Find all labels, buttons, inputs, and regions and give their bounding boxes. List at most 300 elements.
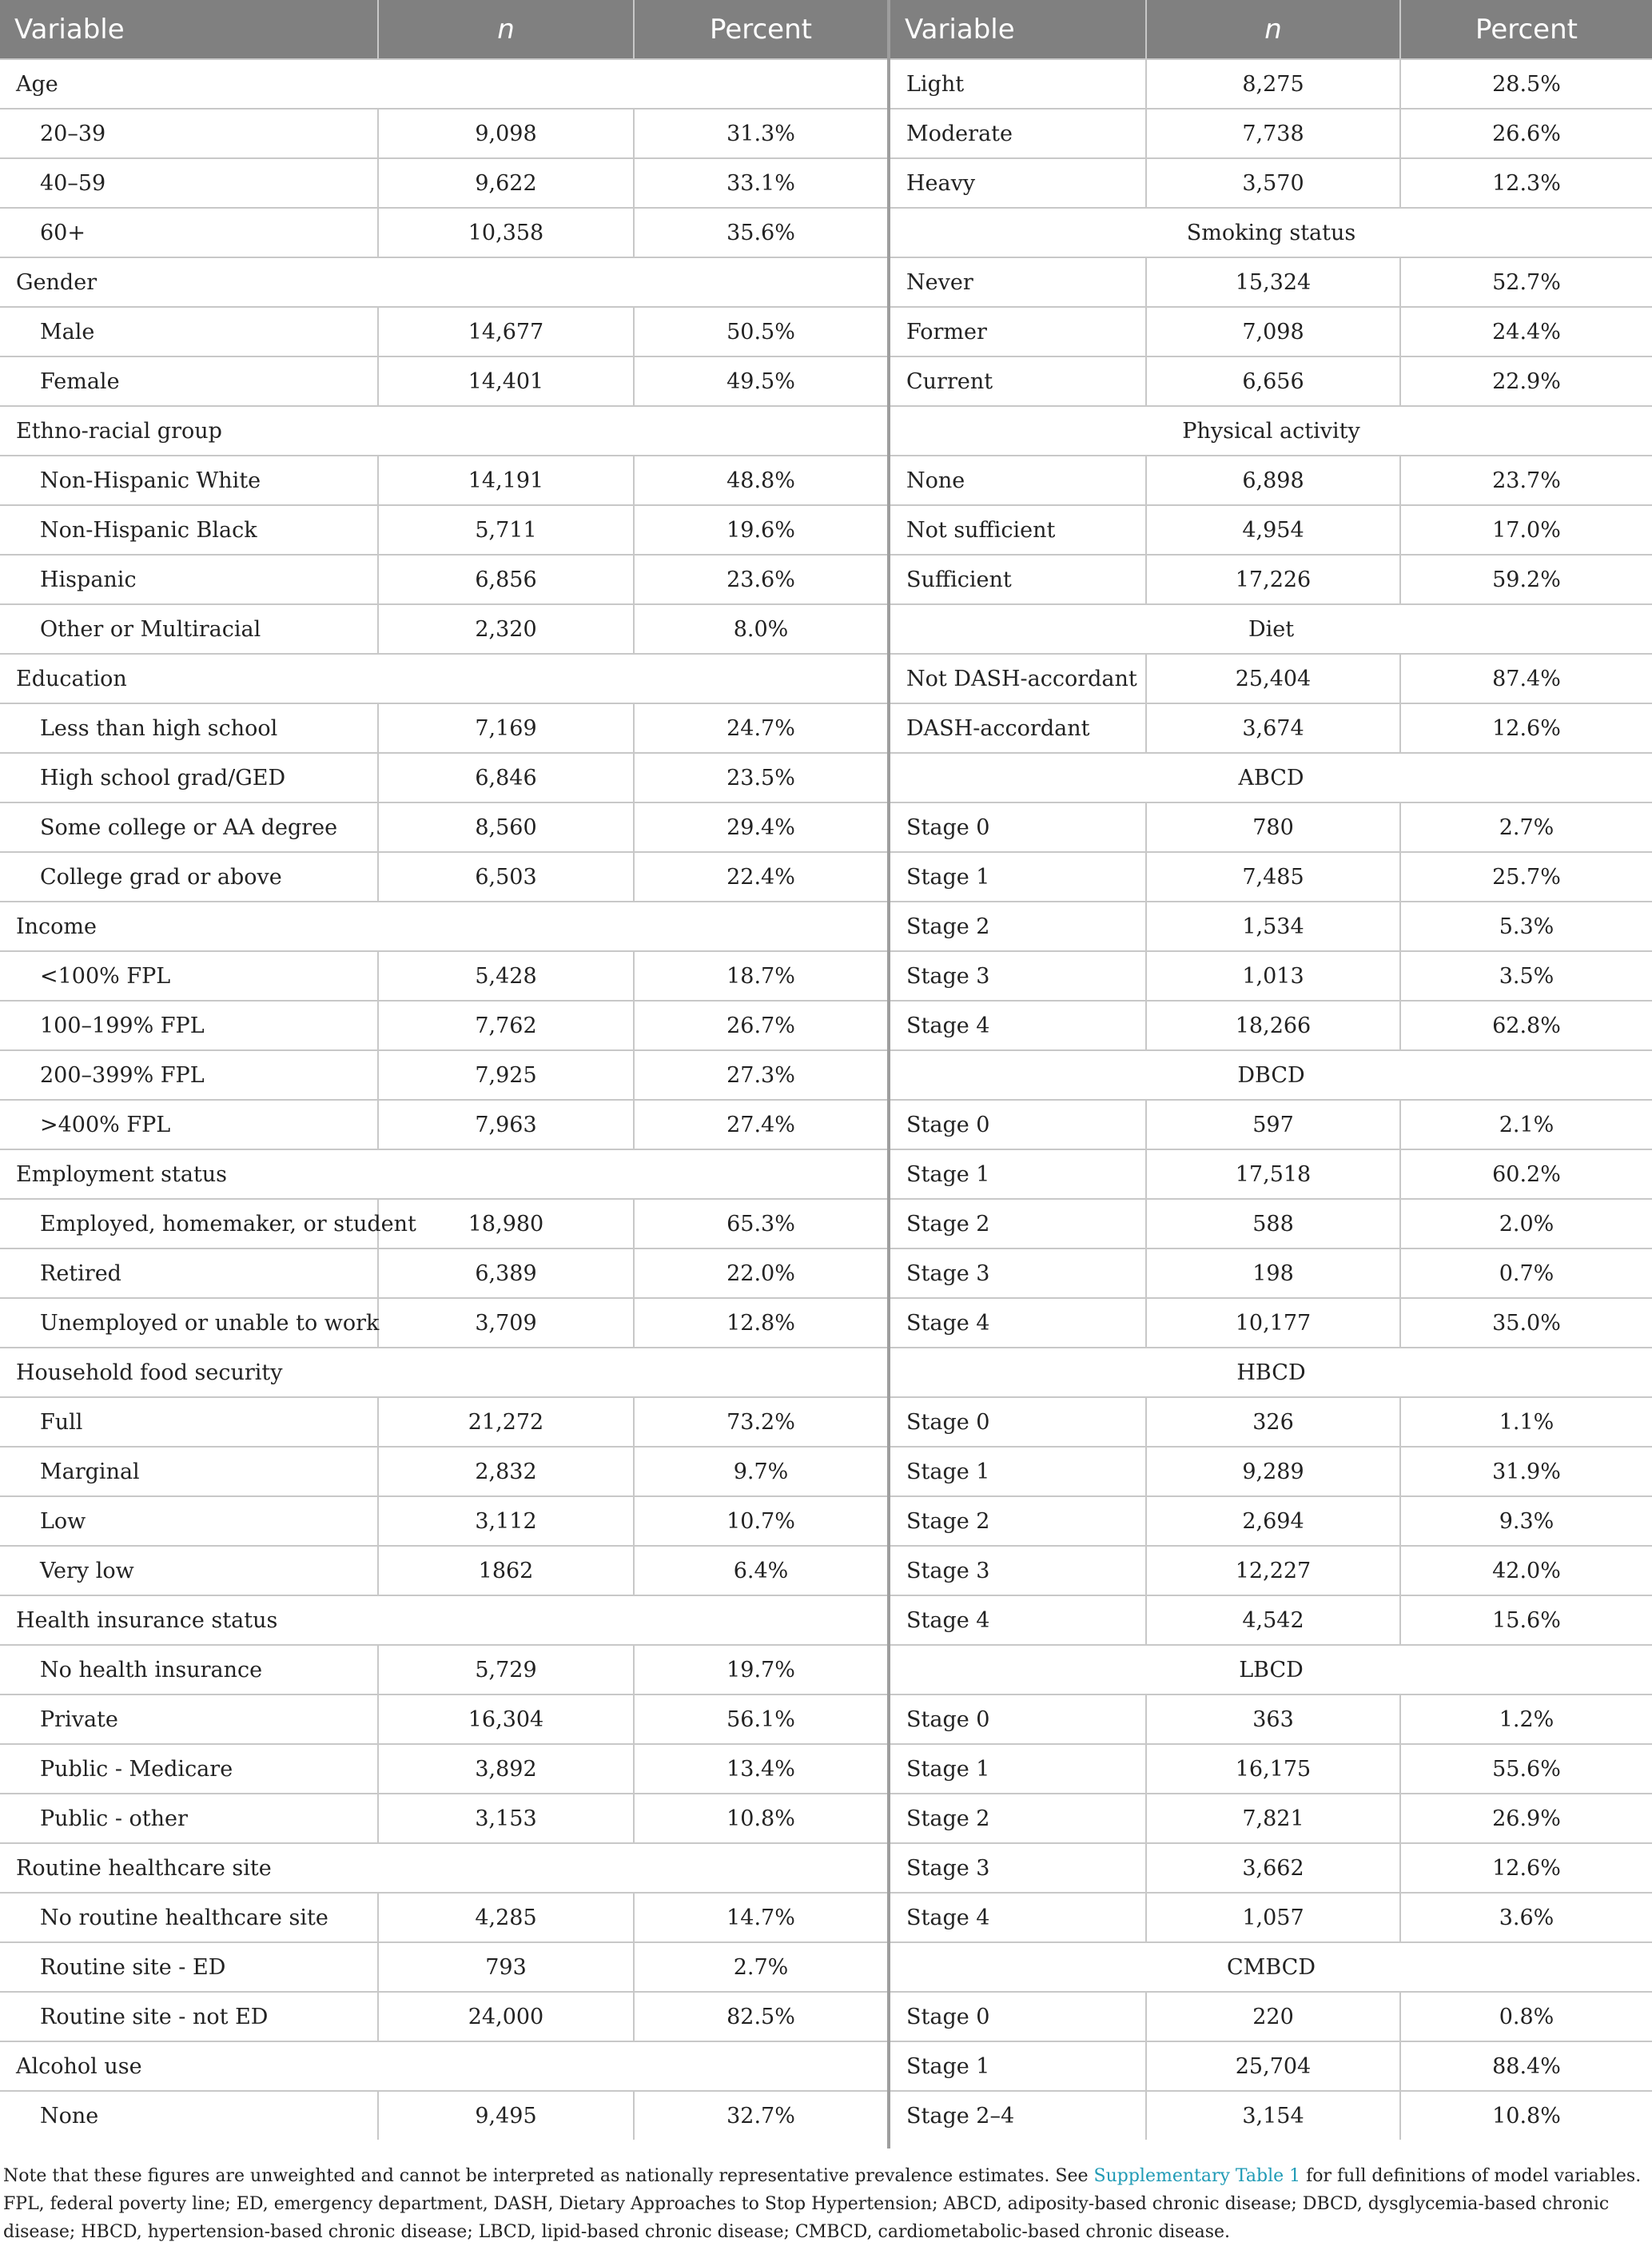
section-label: Smoking status [890, 208, 1652, 257]
percent-cell: 87.4% [1400, 654, 1652, 703]
percent-cell: 60.2% [1400, 1149, 1652, 1199]
percent-cell: 10.7% [634, 1496, 887, 1546]
section-row [0, 1843, 887, 1893]
table-row [890, 356, 1652, 406]
n-cell: 6,898 [1146, 456, 1400, 505]
header-variable: Variable [0, 0, 378, 59]
n-cell: 7,762 [378, 1001, 634, 1050]
table-row [0, 1496, 887, 1546]
table-row [890, 1199, 1652, 1248]
n-cell: 7,169 [378, 703, 634, 753]
table-row [890, 1397, 1652, 1447]
n-cell: 7,963 [378, 1100, 634, 1149]
section-label: ABCD [890, 753, 1652, 802]
table-row [890, 109, 1652, 158]
table-row [890, 1843, 1652, 1893]
table-row [0, 1050, 887, 1100]
percent-cell: 65.3% [634, 1199, 887, 1248]
n-cell: 3,709 [378, 1298, 634, 1348]
variable-cell: >400% FPL [0, 1100, 378, 1149]
n-cell: 8,275 [1146, 59, 1400, 109]
variable-cell: Public - other [0, 1794, 378, 1843]
percent-cell: 5.3% [1400, 902, 1652, 951]
footnote-text-end: for full definitions of model variables. FPL, federal poverty line; ED, emergency department, DASH, Dietary Approaches to Stop Hypertension; ABCD, adiposity-based chronic disease; DBCD, dysglycemia-based chronic disease; HBCD, hypertension-based chronic disease; LBCD, lipid-based chronic disease; CMBCD, cardiometabolic-based chronic disease. [3, 2166, 1642, 2242]
n-cell: 326 [1146, 1397, 1400, 1447]
table-row [890, 1546, 1652, 1595]
percent-cell: 0.7% [1400, 1248, 1652, 1298]
table-row [890, 1298, 1652, 1348]
percent-cell: 2.0% [1400, 1199, 1652, 1248]
percent-cell: 28.5% [1400, 59, 1652, 109]
percent-cell: 48.8% [634, 456, 887, 505]
percent-cell: 2.1% [1400, 1100, 1652, 1149]
percent-cell: 18.7% [634, 951, 887, 1001]
variable-cell: Stage 2 [890, 1794, 1146, 1843]
table-right-body [890, 59, 1652, 2140]
table-row [0, 1001, 887, 1050]
table-row [890, 802, 1652, 852]
table-row [0, 1199, 887, 1248]
section-row [0, 406, 887, 456]
table-row [0, 1248, 887, 1298]
percent-cell: 12.8% [634, 1298, 887, 1348]
percent-cell: 49.5% [634, 356, 887, 406]
n-cell: 6,656 [1146, 356, 1400, 406]
table-row [890, 1496, 1652, 1546]
table-row [890, 1893, 1652, 1942]
percent-cell: 15.6% [1400, 1595, 1652, 1645]
section-row [0, 902, 887, 951]
header-n: n [378, 0, 634, 59]
section-row [0, 59, 887, 109]
percent-cell: 22.9% [1400, 356, 1652, 406]
variable-cell: DASH-accordant [890, 703, 1146, 753]
section-label: LBCD [890, 1645, 1652, 1694]
table-row [0, 208, 887, 257]
table-left-body [0, 59, 887, 2140]
percent-cell: 88.4% [1400, 2041, 1652, 2091]
percent-cell: 31.3% [634, 109, 887, 158]
table-row [0, 1447, 887, 1496]
section-row [890, 1050, 1652, 1100]
variable-cell: Unemployed or unable to work [0, 1298, 378, 1348]
n-cell: 6,503 [378, 852, 634, 902]
n-cell: 3,154 [1146, 2091, 1400, 2140]
percent-cell: 27.4% [634, 1100, 887, 1149]
variable-cell: Employed, homemaker, or student [0, 1199, 378, 1248]
percent-cell: 9.3% [1400, 1496, 1652, 1546]
percent-cell: 0.8% [1400, 1992, 1652, 2041]
variable-cell: Not DASH-accordant [890, 654, 1146, 703]
percent-cell: 9.7% [634, 1447, 887, 1496]
percent-cell: 50.5% [634, 307, 887, 356]
percent-cell: 26.6% [1400, 109, 1652, 158]
variable-cell: College grad or above [0, 852, 378, 902]
section-row [0, 1348, 887, 1397]
header-percent: Percent [634, 0, 887, 59]
table-row [0, 1397, 887, 1447]
variable-cell: Stage 4 [890, 1893, 1146, 1942]
n-cell: 9,289 [1146, 1447, 1400, 1496]
percent-cell: 17.0% [1400, 505, 1652, 555]
variable-cell: Hispanic [0, 555, 378, 604]
variable-cell: <100% FPL [0, 951, 378, 1001]
n-cell: 2,320 [378, 604, 634, 654]
variable-cell: Stage 4 [890, 1298, 1146, 1348]
n-cell: 16,304 [378, 1694, 634, 1744]
variable-cell: Never [890, 257, 1146, 307]
table-row [0, 802, 887, 852]
table-row [890, 852, 1652, 902]
n-cell: 10,358 [378, 208, 634, 257]
table-row [0, 753, 887, 802]
variable-cell: Stage 0 [890, 1100, 1146, 1149]
section-row [0, 654, 887, 703]
table-row [0, 555, 887, 604]
section-label: HBCD [890, 1348, 1652, 1397]
variable-cell: Former [890, 307, 1146, 356]
percent-cell: 23.7% [1400, 456, 1652, 505]
percent-cell: 23.5% [634, 753, 887, 802]
percent-cell: 24.4% [1400, 307, 1652, 356]
n-cell: 363 [1146, 1694, 1400, 1744]
variable-cell: No routine healthcare site [0, 1893, 378, 1942]
percent-cell: 73.2% [634, 1397, 887, 1447]
variable-cell: 40–59 [0, 158, 378, 208]
n-cell: 588 [1146, 1199, 1400, 1248]
variable-cell: Retired [0, 1248, 378, 1298]
n-cell: 1,534 [1146, 902, 1400, 951]
percent-cell: 62.8% [1400, 1001, 1652, 1050]
percent-cell: 12.6% [1400, 1843, 1652, 1893]
table-row [890, 1794, 1652, 1843]
n-cell: 1862 [378, 1546, 634, 1595]
table-row [890, 902, 1652, 951]
n-cell: 9,098 [378, 109, 634, 158]
variable-cell: Stage 3 [890, 1546, 1146, 1595]
section-row [890, 1348, 1652, 1397]
table-row [890, 654, 1652, 703]
variable-cell: High school grad/GED [0, 753, 378, 802]
n-cell: 7,821 [1146, 1794, 1400, 1843]
variable-cell: Private [0, 1694, 378, 1744]
n-cell: 25,704 [1146, 2041, 1400, 2091]
percent-cell: 26.7% [634, 1001, 887, 1050]
variable-cell: Stage 0 [890, 1992, 1146, 2041]
n-cell: 793 [378, 1942, 634, 1992]
section-row [890, 1942, 1652, 1992]
variable-cell: Stage 2 [890, 1199, 1146, 1248]
variable-cell: Stage 1 [890, 852, 1146, 902]
variable-cell: Stage 2–4 [890, 2091, 1146, 2140]
section-label: Ethno-racial group [0, 406, 887, 456]
n-cell: 12,227 [1146, 1546, 1400, 1595]
percent-cell: 19.6% [634, 505, 887, 555]
variable-cell: Stage 3 [890, 951, 1146, 1001]
table-row [890, 1447, 1652, 1496]
n-cell: 5,711 [378, 505, 634, 555]
variable-cell: Non-Hispanic Black [0, 505, 378, 555]
table-row [890, 1001, 1652, 1050]
table-row [0, 158, 887, 208]
n-cell: 4,285 [378, 1893, 634, 1942]
percent-cell: 3.5% [1400, 951, 1652, 1001]
table-row [0, 456, 887, 505]
percent-cell: 25.7% [1400, 852, 1652, 902]
table-row [890, 1149, 1652, 1199]
percent-cell: 52.7% [1400, 257, 1652, 307]
table-row [0, 109, 887, 158]
percent-cell: 31.9% [1400, 1447, 1652, 1496]
table-row [890, 1744, 1652, 1794]
percent-cell: 27.3% [634, 1050, 887, 1100]
section-label: Income [0, 902, 887, 951]
n-cell: 2,832 [378, 1447, 634, 1496]
n-cell: 9,622 [378, 158, 634, 208]
percent-cell: 56.1% [634, 1694, 887, 1744]
percent-cell: 29.4% [634, 802, 887, 852]
table-row [890, 2091, 1652, 2140]
table-row [0, 604, 887, 654]
n-cell: 6,856 [378, 555, 634, 604]
n-cell: 2,694 [1146, 1496, 1400, 1546]
n-cell: 6,846 [378, 753, 634, 802]
variable-cell: Stage 0 [890, 1694, 1146, 1744]
table-row [0, 1744, 887, 1794]
percent-cell: 35.6% [634, 208, 887, 257]
n-cell: 7,738 [1146, 109, 1400, 158]
variable-cell: Moderate [890, 109, 1146, 158]
section-label: DBCD [890, 1050, 1652, 1100]
section-label: Employment status [0, 1149, 887, 1199]
n-cell: 4,954 [1146, 505, 1400, 555]
table-right-half [890, 0, 1652, 2148]
section-row [890, 604, 1652, 654]
n-cell: 3,662 [1146, 1843, 1400, 1893]
table-row [0, 1546, 887, 1595]
n-cell: 10,177 [1146, 1298, 1400, 1348]
n-cell: 17,518 [1146, 1149, 1400, 1199]
table-row [0, 703, 887, 753]
variable-cell: Sufficient [890, 555, 1146, 604]
section-row [0, 1595, 887, 1645]
percent-cell: 10.8% [634, 1794, 887, 1843]
percent-cell: 35.0% [1400, 1298, 1652, 1348]
percent-cell: 10.8% [1400, 2091, 1652, 2140]
n-cell: 7,925 [378, 1050, 634, 1100]
n-cell: 3,892 [378, 1744, 634, 1794]
n-cell: 5,428 [378, 951, 634, 1001]
section-row [890, 406, 1652, 456]
table-row [890, 307, 1652, 356]
variable-cell: Male [0, 307, 378, 356]
percent-cell: 3.6% [1400, 1893, 1652, 1942]
n-cell: 9,495 [378, 2091, 634, 2140]
percent-cell: 59.2% [1400, 555, 1652, 604]
percent-cell: 2.7% [1400, 802, 1652, 852]
variable-cell: Female [0, 356, 378, 406]
percent-cell: 1.2% [1400, 1694, 1652, 1744]
percent-cell: 42.0% [1400, 1546, 1652, 1595]
n-cell: 5,729 [378, 1645, 634, 1694]
variable-cell: Less than high school [0, 703, 378, 753]
table-row [890, 2041, 1652, 2091]
table-row [0, 852, 887, 902]
header-percent: Percent [1400, 0, 1652, 59]
n-cell: 7,098 [1146, 307, 1400, 356]
table-row [890, 456, 1652, 505]
variable-cell: 60+ [0, 208, 378, 257]
n-cell: 3,112 [378, 1496, 634, 1546]
variable-cell: Stage 0 [890, 802, 1146, 852]
percent-cell: 22.0% [634, 1248, 887, 1298]
table-row [0, 505, 887, 555]
table-row [890, 505, 1652, 555]
table-row [0, 307, 887, 356]
table-row [890, 703, 1652, 753]
variable-cell: Stage 2 [890, 902, 1146, 951]
table-row [0, 2091, 887, 2140]
variable-cell: Stage 4 [890, 1595, 1146, 1645]
table-row [0, 1694, 887, 1744]
table-row [0, 951, 887, 1001]
variable-cell: Routine site - not ED [0, 1992, 378, 2041]
variable-cell: Public - Medicare [0, 1744, 378, 1794]
n-cell: 8,560 [378, 802, 634, 852]
variable-cell: Stage 1 [890, 1447, 1146, 1496]
percent-cell: 12.6% [1400, 703, 1652, 753]
variable-cell: Routine site - ED [0, 1942, 378, 1992]
section-label: Gender [0, 257, 887, 307]
table-row [0, 1100, 887, 1149]
n-cell: 14,677 [378, 307, 634, 356]
table-row [890, 1248, 1652, 1298]
n-cell: 17,226 [1146, 555, 1400, 604]
variable-cell: Stage 4 [890, 1001, 1146, 1050]
percent-cell: 1.1% [1400, 1397, 1652, 1447]
n-cell: 16,175 [1146, 1744, 1400, 1794]
percent-cell: 26.9% [1400, 1794, 1652, 1843]
section-row [890, 753, 1652, 802]
footnote-text-start: Note that these figures are unweighted and cannot be interpreted as nationally representative prevalence estimates. See [3, 2166, 1094, 2186]
n-cell: 3,674 [1146, 703, 1400, 753]
n-cell: 7,485 [1146, 852, 1400, 902]
section-label: Diet [890, 604, 1652, 654]
variable-cell: Low [0, 1496, 378, 1546]
table-footnote [0, 2162, 1650, 2246]
section-label: Physical activity [890, 406, 1652, 456]
variable-cell: Full [0, 1397, 378, 1447]
header-variable: Variable [890, 0, 1146, 59]
variable-cell: Very low [0, 1546, 378, 1595]
table-row [890, 59, 1652, 109]
percent-cell: 8.0% [634, 604, 887, 654]
table-row [0, 356, 887, 406]
percent-cell: 12.3% [1400, 158, 1652, 208]
variable-cell: Heavy [890, 158, 1146, 208]
n-cell: 3,570 [1146, 158, 1400, 208]
n-cell: 25,404 [1146, 654, 1400, 703]
n-cell: 198 [1146, 1248, 1400, 1298]
table-row [890, 1100, 1652, 1149]
section-row [0, 2041, 887, 2091]
n-cell: 3,153 [378, 1794, 634, 1843]
table-row [0, 1645, 887, 1694]
n-cell: 597 [1146, 1100, 1400, 1149]
n-cell: 6,389 [378, 1248, 634, 1298]
n-cell: 780 [1146, 802, 1400, 852]
variable-cell: None [0, 2091, 378, 2140]
table-row [890, 158, 1652, 208]
variable-cell: None [890, 456, 1146, 505]
section-label: Education [0, 654, 887, 703]
n-cell: 18,266 [1146, 1001, 1400, 1050]
header-row [0, 0, 887, 59]
section-label: Health insurance status [0, 1595, 887, 1645]
percent-cell: 14.7% [634, 1893, 887, 1942]
variable-cell: Stage 3 [890, 1248, 1146, 1298]
variable-cell: 20–39 [0, 109, 378, 158]
section-label: CMBCD [890, 1942, 1652, 1992]
section-row [0, 1149, 887, 1199]
variable-cell: Stage 3 [890, 1843, 1146, 1893]
variable-cell: Stage 1 [890, 1744, 1146, 1794]
table-row [0, 1298, 887, 1348]
n-cell: 14,191 [378, 456, 634, 505]
percent-cell: 6.4% [634, 1546, 887, 1595]
percent-cell: 22.4% [634, 852, 887, 902]
variable-cell: Stage 2 [890, 1496, 1146, 1546]
header-n: n [1146, 0, 1400, 59]
section-label: Alcohol use [0, 2041, 887, 2091]
n-cell: 21,272 [378, 1397, 634, 1447]
percent-cell: 82.5% [634, 1992, 887, 2041]
section-label: Routine healthcare site [0, 1843, 887, 1893]
variable-cell: Current [890, 356, 1146, 406]
table-row [0, 1794, 887, 1843]
table-row [0, 1942, 887, 1992]
variable-cell: 200–399% FPL [0, 1050, 378, 1100]
variable-cell: Other or Multiracial [0, 604, 378, 654]
table-row [890, 555, 1652, 604]
n-cell: 1,013 [1146, 951, 1400, 1001]
n-cell: 15,324 [1146, 257, 1400, 307]
percent-cell: 32.7% [634, 2091, 887, 2140]
variable-cell: Light [890, 59, 1146, 109]
table-row [890, 1992, 1652, 2041]
section-label: Household food security [0, 1348, 887, 1397]
percent-cell: 24.7% [634, 703, 887, 753]
table-row [0, 1893, 887, 1942]
section-row [0, 257, 887, 307]
variable-cell: Non-Hispanic White [0, 456, 378, 505]
n-cell: 1,057 [1146, 1893, 1400, 1942]
variable-cell: Stage 0 [890, 1397, 1146, 1447]
table-row [890, 1694, 1652, 1744]
variable-cell: 100–199% FPL [0, 1001, 378, 1050]
percent-cell: 55.6% [1400, 1744, 1652, 1794]
n-cell: 4,542 [1146, 1595, 1400, 1645]
table-row [0, 1992, 887, 2041]
percent-cell: 33.1% [634, 158, 887, 208]
variable-cell: Marginal [0, 1447, 378, 1496]
n-cell: 220 [1146, 1992, 1400, 2041]
variable-cell: No health insurance [0, 1645, 378, 1694]
supplementary-table-link[interactable]: Supplementary Table 1 [1093, 2166, 1301, 2186]
variable-cell: Some college or AA degree [0, 802, 378, 852]
table-row [890, 257, 1652, 307]
variable-cell: Stage 1 [890, 2041, 1146, 2091]
